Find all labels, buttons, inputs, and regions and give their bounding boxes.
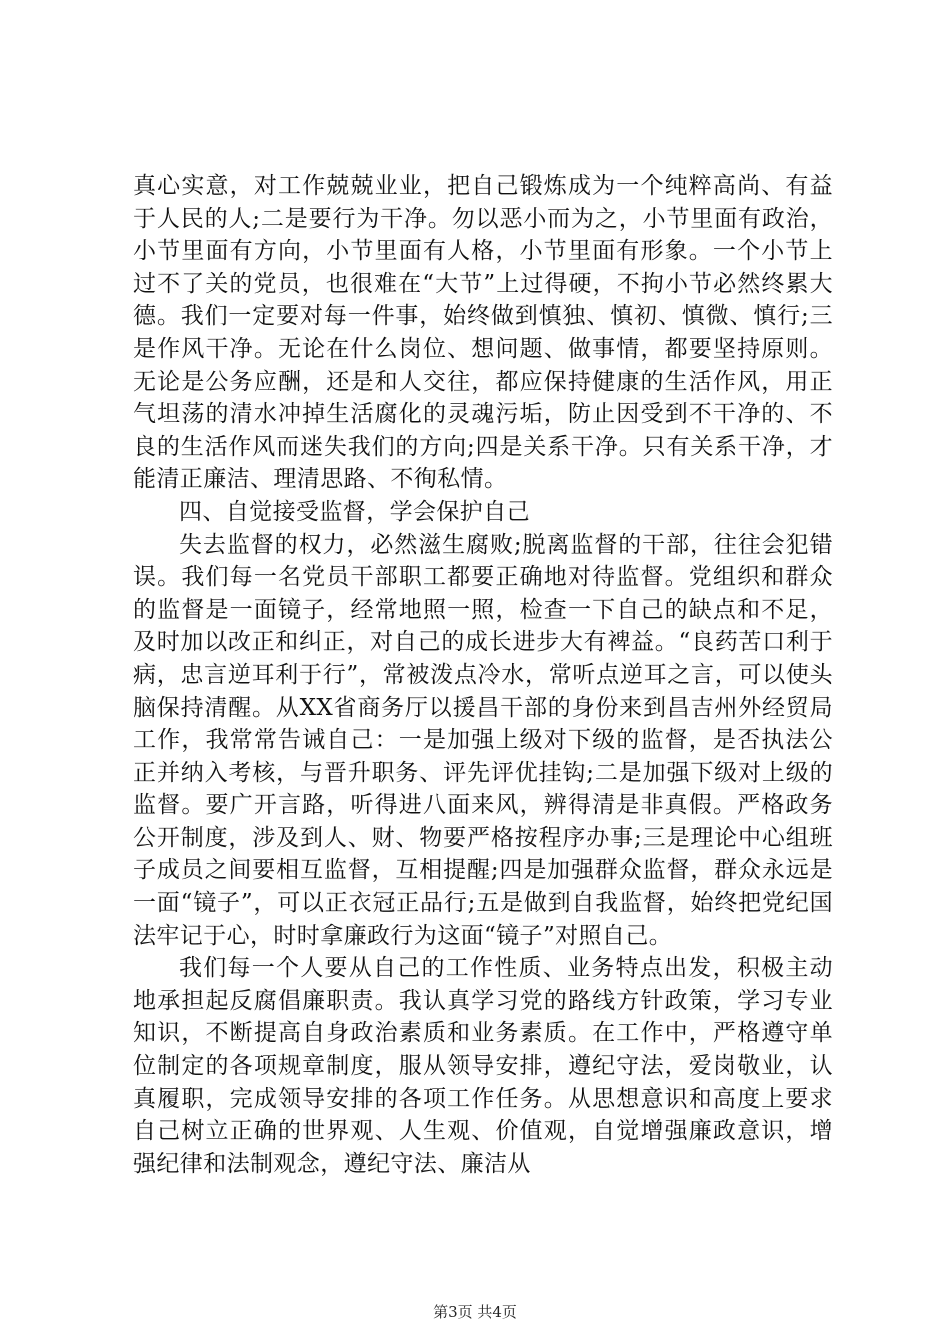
- paragraph-continued: 真心实意，对工作兢兢业业，把自己锻炼成为一个纯粹高尚、有益于人民的人;二是要行为干净。勿以恶小而为之，小节里面有政治，小节里面有方向，小节里面有人格，小节里面有形象。一个小节上过不了关的党员，也很难在“大节”上过得硬，不拘小节必然终累大德。我们一定要对每一件事，始终做到慎独、慎初、慎微、慎行;三是作风干净。无论在什么岗位、想问题、做事情，都要坚持原则。无论是公务应酬，还是和人交往，都应保持健康的生活作风，用正气坦荡的清水冲掉生活腐化的灵魂污垢，防止因受到不干净的、不良的生活作风而迷失我们的方向;四是关系干净。只有关系干净，才能清正廉洁、理清思路、不徇私情。: [133, 173, 833, 493]
- page-footer: [0, 1301, 950, 1322]
- paragraph-supervision: 失去监督的权力，必然滋生腐败;脱离监督的干部，往往会犯错误。我们每一名党员干部职工都要正确地对待监督。党组织和群众的监督是一面镜子，经常地照一照，检查一下自己的缺点和不足，及时加以改正和纠正，对自己的成长进步大有裨益。“良药苦口利于病，忠言逆耳利于行”，常被泼点冷水，常听点逆耳之言，可以使头脑保持清醒。从XX省商务厅以援昌干部的身份来到昌吉州外经贸局工作，我常常告诫自己：一是加强上级对下级的监督，是否执法公正并纳入考核，与晋升职务、评先评优挂钩;二是加强下级对上级的监督。要广开言路，听得进八面来风，辨得清是非真假。严格政务公开制度，涉及到人、财、物要严格按程序办事;三是理论中心组班子成员之间要相互监督，互相提醒;四是加强群众监督，群众永远是一面“镜子”，可以正衣冠正品行;五是做到自我监督，始终把党纪国法牢记于心，时时拿廉政行为这面“镜子”对照自己。: [133, 531, 833, 949]
- paragraph-responsibility: 我们每一个人要从自己的工作性质、业务特点出发，积极主动地承担起反腐倡廉职责。我认真学习党的路线方针政策，学习专业知识，不断提高自身政治素质和业务素质。在工作中，严格遵守单位制定的各项规章制度，服从领导安排，遵纪守法，爱岗敬业，认真履职，完成领导安排的各项工作任务。从思想意识和高度上要求自己树立正确的世界观、人生观、价值观，自觉增强廉政意识，增强纪律和法制观念，遵纪守法、廉洁从: [133, 955, 833, 1177]
- section-heading: 四、自觉接受监督，学会保护自己: [179, 498, 530, 525]
- page-number-indicator: 第3页 共4页: [433, 1303, 517, 1321]
- document-body: [133, 170, 833, 1180]
